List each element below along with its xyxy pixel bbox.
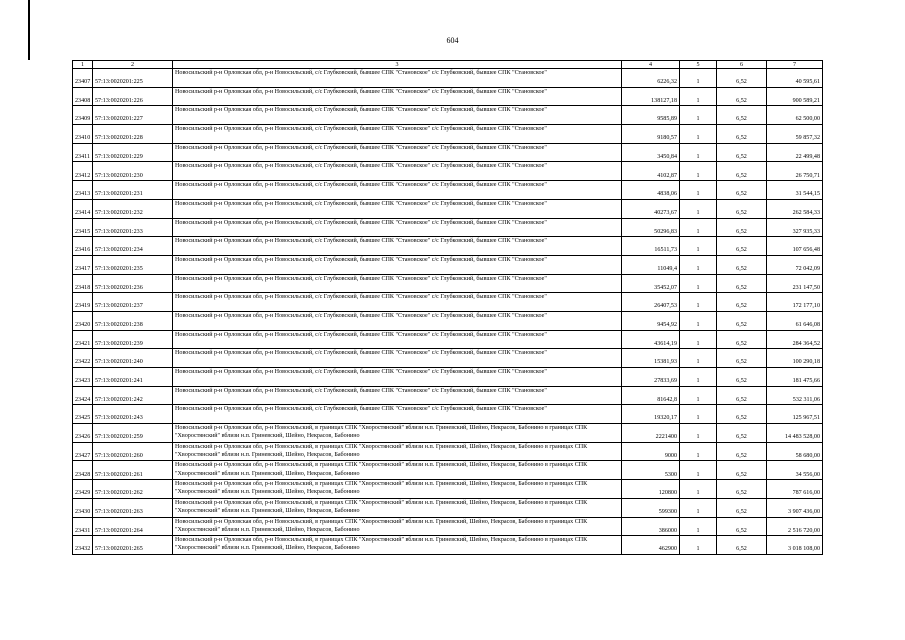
quantity: 1 [680, 536, 717, 555]
parcel-location: Новосильский р-н Орловская обл, р-н Новосильский, с/с Глубковский, бывшее СПК "Становское" с/с Глубковский, бывшее СПК "Становское" [173, 386, 622, 405]
quantity: 1 [680, 368, 717, 387]
row-number: 23420 [73, 311, 93, 330]
quantity: 1 [680, 181, 717, 200]
cadastral-number: 57:13:0020201:225 [93, 69, 173, 88]
column-header: 2 [93, 61, 173, 69]
rate: 6,52 [717, 461, 767, 480]
cadastral-value: 284 364,52 [767, 330, 823, 349]
rate: 6,52 [717, 386, 767, 405]
rate: 6,52 [717, 536, 767, 555]
table-row [73, 106, 823, 125]
row-number: 23413 [73, 181, 93, 200]
left-margin-rule [28, 0, 30, 60]
cadastral-number: 57:13:0020201:235 [93, 255, 173, 274]
row-number: 23423 [73, 368, 93, 387]
cadastral-number: 57:13:0020201:240 [93, 349, 173, 368]
cadastral-value: 900 589,21 [767, 87, 823, 106]
rate: 6,52 [717, 349, 767, 368]
rate: 6,52 [717, 293, 767, 312]
cadastral-value: 62 500,00 [767, 106, 823, 125]
quantity: 1 [680, 87, 717, 106]
parcel-location: Новосильский р-н Орловская обл, р-н Новосильский, с/с Глубковский, бывшее СПК "Становское" с/с Глубковский, бывшее СПК "Становское" [173, 237, 622, 256]
quantity: 1 [680, 498, 717, 517]
cadastral-value: 125 967,51 [767, 405, 823, 424]
rate: 6,52 [717, 181, 767, 200]
rate: 6,52 [717, 368, 767, 387]
table-row [73, 330, 823, 349]
cadastral-value: 262 584,33 [767, 199, 823, 218]
table-row [73, 536, 823, 555]
rate: 6,52 [717, 424, 767, 443]
quantity: 1 [680, 330, 717, 349]
column-number-row [73, 61, 823, 69]
row-number: 23424 [73, 386, 93, 405]
rate: 6,52 [717, 405, 767, 424]
row-number: 23415 [73, 218, 93, 237]
cadastral-value: 107 656,48 [767, 237, 823, 256]
parcel-area: 27833,69 [622, 368, 680, 387]
cadastral-number: 57:13:0020201:234 [93, 237, 173, 256]
rate: 6,52 [717, 237, 767, 256]
cadastral-value: 22 499,48 [767, 143, 823, 162]
column-header: 4 [622, 61, 680, 69]
parcel-area: 35452,07 [622, 274, 680, 293]
parcel-location: Новосильский р-н Орловская обл, р-н Новосильский, с/с Глубковский, бывшее СПК "Становское" с/с Глубковский, бывшее СПК "Становское" [173, 181, 622, 200]
quantity: 1 [680, 461, 717, 480]
parcel-location: Новосильский р-н Орловская обл, р-н Новосильский, в границах СПК "Хворостянский" вблизи н.п. Гриневский, Шейно, Некрасов, Бабонино в границах СПК "Хворостянский" вблизи н.п. Гриневский, Шейно, Некрасов, Бабонино [173, 461, 622, 480]
parcel-location: Новосильский р-н Орловская обл, р-н Новосильский, с/с Глубковский, бывшее СПК "Становское" с/с Глубковский, бывшее СПК "Становское" [173, 330, 622, 349]
row-number: 23416 [73, 237, 93, 256]
table-row [73, 162, 823, 181]
table-row [73, 87, 823, 106]
parcel-location: Новосильский р-н Орловская обл, р-н Новосильский, в границах СПК "Хворостянский" вблизи н.п. Гриневский, Шейно, Некрасов, Бабонино в границах СПК "Хворостянский" вблизи н.п. Гриневский, Шейно, Некрасов, Бабонино [173, 536, 622, 555]
parcel-area: 9585,89 [622, 106, 680, 125]
table-row [73, 69, 823, 88]
cadastral-number: 57:13:0020201:263 [93, 498, 173, 517]
column-header: 7 [767, 61, 823, 69]
table-row [73, 386, 823, 405]
row-number: 23419 [73, 293, 93, 312]
cadastral-number: 57:13:0020201:231 [93, 181, 173, 200]
table-row [73, 517, 823, 536]
parcel-area: 50296,83 [622, 218, 680, 237]
cadastral-number: 57:13:0020201:226 [93, 87, 173, 106]
row-number: 23408 [73, 87, 93, 106]
cadastral-value: 172 177,10 [767, 293, 823, 312]
quantity: 1 [680, 442, 717, 461]
row-number: 23429 [73, 480, 93, 499]
parcel-location: Новосильский р-н Орловская обл, р-н Новосильский, с/с Глубковский, бывшее СПК "Становское" с/с Глубковский, бывшее СПК "Становское" [173, 255, 622, 274]
quantity: 1 [680, 199, 717, 218]
table-row [73, 480, 823, 499]
rate: 6,52 [717, 480, 767, 499]
cadastral-value: 3 907 436,00 [767, 498, 823, 517]
row-number: 23422 [73, 349, 93, 368]
row-number: 23426 [73, 424, 93, 443]
row-number: 23431 [73, 517, 93, 536]
quantity: 1 [680, 255, 717, 274]
parcel-area: 599300 [622, 498, 680, 517]
parcel-location: Новосильский р-н Орловская обл, р-н Новосильский, с/с Глубковский, бывшее СПК "Становское" с/с Глубковский, бывшее СПК "Становское" [173, 349, 622, 368]
table-row [73, 498, 823, 517]
rate: 6,52 [717, 311, 767, 330]
parcel-location: Новосильский р-н Орловская обл, р-н Новосильский, с/с Глубковский, бывшее СПК "Становское" с/с Глубковский, бывшее СПК "Становское" [173, 106, 622, 125]
rate: 6,52 [717, 143, 767, 162]
parcel-area: 138127,18 [622, 87, 680, 106]
row-number: 23409 [73, 106, 93, 125]
cadastral-value: 100 290,18 [767, 349, 823, 368]
parcel-area: 9000 [622, 442, 680, 461]
table-row [73, 143, 823, 162]
parcel-location: Новосильский р-н Орловская обл, р-н Новосильский, с/с Глубковский, бывшее СПК "Становское" с/с Глубковский, бывшее СПК "Становское" [173, 368, 622, 387]
parcel-location: Новосильский р-н Орловская обл, р-н Новосильский, с/с Глубковский, бывшее СПК "Становское" с/с Глубковский, бывшее СПК "Становское" [173, 274, 622, 293]
rate: 6,52 [717, 517, 767, 536]
parcel-area: 4838,06 [622, 181, 680, 200]
rate: 6,52 [717, 218, 767, 237]
parcel-area: 3450,84 [622, 143, 680, 162]
quantity: 1 [680, 274, 717, 293]
rate: 6,52 [717, 330, 767, 349]
table-row [73, 218, 823, 237]
table-row [73, 368, 823, 387]
cadastral-value: 181 475,66 [767, 368, 823, 387]
quantity: 1 [680, 311, 717, 330]
parcel-location: Новосильский р-н Орловская обл, р-н Новосильский, с/с Глубковский, бывшее СПК "Становское" с/с Глубковский, бывшее СПК "Становское" [173, 162, 622, 181]
cadastral-number: 57:13:0020201:242 [93, 386, 173, 405]
parcel-area: 9454,92 [622, 311, 680, 330]
cadastral-number: 57:13:0020201:238 [93, 311, 173, 330]
row-number: 23407 [73, 69, 93, 88]
row-number: 23421 [73, 330, 93, 349]
parcel-area: 9180,57 [622, 125, 680, 144]
column-header: 1 [73, 61, 93, 69]
parcel-area: 15381,93 [622, 349, 680, 368]
cadastral-number: 57:13:0020201:262 [93, 480, 173, 499]
row-number: 23428 [73, 461, 93, 480]
cadastral-number: 57:13:0020201:229 [93, 143, 173, 162]
rate: 6,52 [717, 498, 767, 517]
cadastral-number: 57:13:0020201:232 [93, 199, 173, 218]
row-number: 23427 [73, 442, 93, 461]
quantity: 1 [680, 349, 717, 368]
cadastral-value: 58 680,00 [767, 442, 823, 461]
cadastral-value: 14 483 528,00 [767, 424, 823, 443]
cadastral-number: 57:13:0020201:237 [93, 293, 173, 312]
table-row [73, 255, 823, 274]
parcel-location: Новосильский р-н Орловская обл, р-н Новосильский, с/с Глубковский, бывшее СПК "Становское" с/с Глубковский, бывшее СПК "Становское" [173, 125, 622, 144]
parcel-location: Новосильский р-н Орловская обл, р-н Новосильский, в границах СПК "Хворостянский" вблизи н.п. Гриневский, Шейно, Некрасов, Бабонино в границах СПК "Хворостянский" вблизи н.п. Гриневский, Шейно, Некрасов, Бабонино [173, 498, 622, 517]
parcel-area: 81642,8 [622, 386, 680, 405]
quantity: 1 [680, 424, 717, 443]
parcel-location: Новосильский р-н Орловская обл, р-н Новосильский, с/с Глубковский, бывшее СПК "Становское" с/с Глубковский, бывшее СПК "Становское" [173, 199, 622, 218]
parcel-location: Новосильский р-н Орловская обл, р-н Новосильский, с/с Глубковский, бывшее СПК "Становское" с/с Глубковский, бывшее СПК "Становское" [173, 293, 622, 312]
table-row [73, 181, 823, 200]
row-number: 23432 [73, 536, 93, 555]
table-row [73, 293, 823, 312]
cadastral-value: 61 646,08 [767, 311, 823, 330]
parcel-location: Новосильский р-н Орловская обл, р-н Новосильский, в границах СПК "Хворостянский" вблизи н.п. Гриневский, Шейно, Некрасов, Бабонино в границах СПК "Хворостянский" вблизи н.п. Гриневский, Шейно, Некрасов, Бабонино [173, 424, 622, 443]
table-row [73, 274, 823, 293]
cadastral-number: 57:13:0020201:264 [93, 517, 173, 536]
page-number: 604 [446, 36, 459, 45]
cadastral-value: 327 935,33 [767, 218, 823, 237]
parcel-location: Новосильский р-н Орловская обл, р-н Новосильский, с/с Глубковский, бывшее СПК "Становское" с/с Глубковский, бывшее СПК "Становское" [173, 69, 622, 88]
table-row [73, 199, 823, 218]
cadastral-value: 26 750,71 [767, 162, 823, 181]
parcel-location: Новосильский р-н Орловская обл, р-н Новосильский, с/с Глубковский, бывшее СПК "Становское" с/с Глубковский, бывшее СПК "Становское" [173, 143, 622, 162]
parcel-area: 26407,53 [622, 293, 680, 312]
land-parcels-table [72, 60, 823, 555]
parcel-location: Новосильский р-н Орловская обл, р-н Новосильский, в границах СПК "Хворостянский" вблизи н.п. Гриневский, Шейно, Некрасов, Бабонино в границах СПК "Хворостянский" вблизи н.п. Гриневский, Шейно, Некрасов, Бабонино [173, 517, 622, 536]
parcel-area: 120800 [622, 480, 680, 499]
cadastral-value: 59 857,32 [767, 125, 823, 144]
cadastral-value: 3 018 108,00 [767, 536, 823, 555]
table-row [73, 424, 823, 443]
column-header: 5 [680, 61, 717, 69]
quantity: 1 [680, 405, 717, 424]
parcel-location: Новосильский р-н Орловская обл, р-н Новосильский, с/с Глубковский, бывшее СПК "Становское" с/с Глубковский, бывшее СПК "Становское" [173, 87, 622, 106]
parcel-area: 386000 [622, 517, 680, 536]
quantity: 1 [680, 480, 717, 499]
quantity: 1 [680, 106, 717, 125]
quantity: 1 [680, 386, 717, 405]
cadastral-number: 57:13:0020201:243 [93, 405, 173, 424]
row-number: 23410 [73, 125, 93, 144]
cadastral-number: 57:13:0020201:241 [93, 368, 173, 387]
parcel-location: Новосильский р-н Орловская обл, р-н Новосильский, с/с Глубковский, бывшее СПК "Становское" с/с Глубковский, бывшее СПК "Становское" [173, 405, 622, 424]
row-number: 23412 [73, 162, 93, 181]
cadastral-number: 57:13:0020201:233 [93, 218, 173, 237]
cadastral-value: 231 147,50 [767, 274, 823, 293]
cadastral-number: 57:13:0020201:227 [93, 106, 173, 125]
cadastral-number: 57:13:0020201:259 [93, 424, 173, 443]
parcel-location: Новосильский р-н Орловская обл, р-н Новосильский, с/с Глубковский, бывшее СПК "Становское" с/с Глубковский, бывшее СПК "Становское" [173, 218, 622, 237]
parcel-area: 2221400 [622, 424, 680, 443]
column-header: 3 [173, 61, 622, 69]
quantity: 1 [680, 125, 717, 144]
quantity: 1 [680, 69, 717, 88]
rate: 6,52 [717, 125, 767, 144]
row-number: 23425 [73, 405, 93, 424]
rate: 6,52 [717, 162, 767, 181]
rate: 6,52 [717, 255, 767, 274]
parcel-location: Новосильский р-н Орловская обл, р-н Новосильский, с/с Глубковский, бывшее СПК "Становское" с/с Глубковский, бывшее СПК "Становское" [173, 311, 622, 330]
quantity: 1 [680, 517, 717, 536]
quantity: 1 [680, 237, 717, 256]
parcel-area: 6226,32 [622, 69, 680, 88]
cadastral-value: 532 311,06 [767, 386, 823, 405]
rate: 6,52 [717, 87, 767, 106]
table-row [73, 442, 823, 461]
row-number: 23430 [73, 498, 93, 517]
parcel-area: 19320,17 [622, 405, 680, 424]
table-row [73, 237, 823, 256]
parcel-area: 16511,73 [622, 237, 680, 256]
row-number: 23417 [73, 255, 93, 274]
cadastral-value: 40 595,61 [767, 69, 823, 88]
parcel-area: 11049,4 [622, 255, 680, 274]
cadastral-number: 57:13:0020201:236 [93, 274, 173, 293]
cadastral-number: 57:13:0020201:261 [93, 461, 173, 480]
cadastral-value: 31 544,15 [767, 181, 823, 200]
cadastral-number: 57:13:0020201:239 [93, 330, 173, 349]
table-row [73, 461, 823, 480]
cadastral-number: 57:13:0020201:260 [93, 442, 173, 461]
rate: 6,52 [717, 274, 767, 293]
parcel-area: 40273,67 [622, 199, 680, 218]
parcel-area: 5300 [622, 461, 680, 480]
cadastral-number: 57:13:0020201:265 [93, 536, 173, 555]
parcel-area: 4102,87 [622, 162, 680, 181]
parcel-location: Новосильский р-н Орловская обл, р-н Новосильский, в границах СПК "Хворостянский" вблизи н.п. Гриневский, Шейно, Некрасов, Бабонино в границах СПК "Хворостянский" вблизи н.п. Гриневский, Шейно, Некрасов, Бабонино [173, 480, 622, 499]
row-number: 23414 [73, 199, 93, 218]
quantity: 1 [680, 218, 717, 237]
rate: 6,52 [717, 69, 767, 88]
cadastral-value: 72 042,09 [767, 255, 823, 274]
quantity: 1 [680, 293, 717, 312]
parcel-area: 43614,19 [622, 330, 680, 349]
cadastral-value: 787 616,00 [767, 480, 823, 499]
cadastral-number: 57:13:0020201:228 [93, 125, 173, 144]
rate: 6,52 [717, 106, 767, 125]
table-row [73, 311, 823, 330]
table-row [73, 125, 823, 144]
parcel-location: Новосильский р-н Орловская обл, р-н Новосильский, в границах СПК "Хворостянский" вблизи н.п. Гриневский, Шейно, Некрасов, Бабонино в границах СПК "Хворостянский" вблизи н.п. Гриневский, Шейно, Некрасов, Бабонино [173, 442, 622, 461]
row-number: 23411 [73, 143, 93, 162]
row-number: 23418 [73, 274, 93, 293]
cadastral-value: 34 556,00 [767, 461, 823, 480]
table-row [73, 349, 823, 368]
column-header: 6 [717, 61, 767, 69]
quantity: 1 [680, 143, 717, 162]
rate: 6,52 [717, 199, 767, 218]
cadastral-value: 2 516 720,00 [767, 517, 823, 536]
rate: 6,52 [717, 442, 767, 461]
cadastral-number: 57:13:0020201:230 [93, 162, 173, 181]
quantity: 1 [680, 162, 717, 181]
table-row [73, 405, 823, 424]
parcel-area: 462900 [622, 536, 680, 555]
